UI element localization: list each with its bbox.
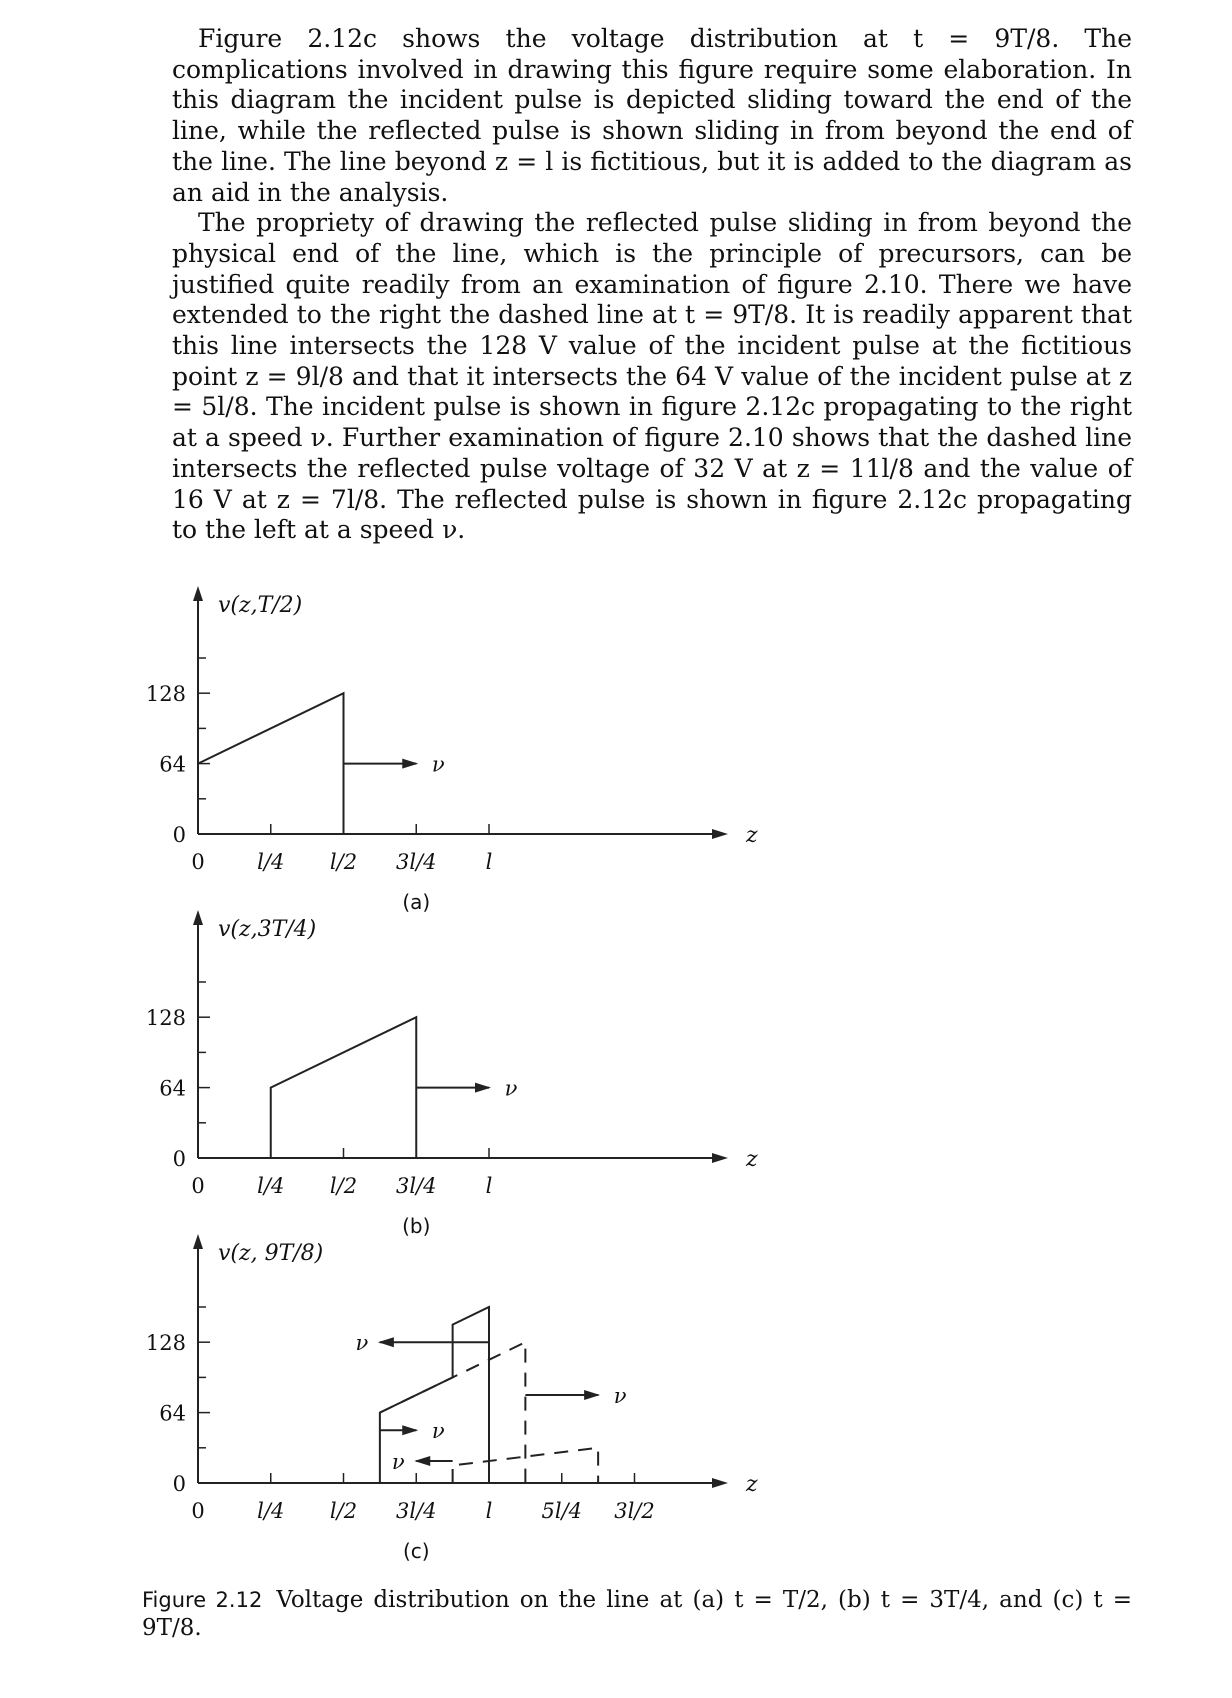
- chart-a-velocity-arrowhead: [402, 759, 418, 769]
- chart-a-sub-label: (a): [402, 890, 431, 914]
- chart-a-y-label: v(z,T/2): [218, 593, 303, 618]
- chart-c-x-tick-label: 3l/2: [614, 1499, 655, 1523]
- chart-a-y-tick-label: 128: [145, 682, 186, 707]
- chart-a-x-tick-label: l/2: [329, 850, 358, 874]
- chart-b-x-axis-arrow: [712, 1153, 728, 1163]
- chart-c-x-tick-label: l/4: [257, 1499, 285, 1523]
- chart-a-velocity-label: ν: [431, 752, 445, 777]
- chart-c-velocity-label: ν: [355, 1331, 369, 1356]
- caption-number: Figure 2.12: [142, 1588, 263, 1612]
- chart-c-y-label: v(z, 9T/8): [218, 1241, 324, 1266]
- paragraph-1: Figure 2.12c shows the voltage distribution at t = 9T/8. The complications involved in drawing this figure require some elaboration. In this diagram the incident pulse is depicted sliding toward the end of the line, while the reflected pulse is shown sliding in from beyond the end of the line. The line beyond z = l is fictitious, but it is added to the diagram as an aid in the analysis.: [172, 24, 1132, 207]
- chart-b-y-axis-arrow: [193, 910, 203, 925]
- chart-c-velocity-arrowhead: [584, 1390, 600, 1400]
- chart-c-x-axis-arrow: [712, 1478, 728, 1488]
- chart-c-x-label: z: [746, 1472, 758, 1497]
- chart-b-y-label: v(z,3T/4): [218, 917, 317, 942]
- chart-b-y-tick-label: 64: [159, 1076, 186, 1101]
- chart-c-velocity-arrowhead: [402, 1425, 418, 1435]
- chart-b-x-tick-label: l/4: [257, 1174, 285, 1198]
- chart-b-x-tick-label: l: [485, 1174, 493, 1198]
- chart-a-x-tick-label: l/4: [257, 850, 285, 874]
- chart-c-x-tick-label: 3l/4: [395, 1499, 437, 1523]
- chart-b-series-incident: [271, 1017, 417, 1158]
- figure-caption: [142, 1586, 1132, 1642]
- chart-a-y-axis-arrow: [193, 586, 203, 601]
- chart-c-x-tick-label: l: [485, 1499, 493, 1523]
- chart-a-series-incident: [198, 693, 344, 834]
- chart-b-x-label: z: [746, 1147, 758, 1172]
- chart-c-y-tick-label: 64: [159, 1401, 186, 1426]
- chart-a-x-tick-label: 3l/4: [395, 850, 437, 874]
- caption-text: Voltage distribution on the line at (a) t = T/2, (b) t = 3T/4, and (c) t = 9T/8.: [142, 1587, 1132, 1641]
- chart-a-x-axis-arrow: [712, 829, 728, 839]
- chart-a-y-tick-label: 0: [172, 823, 186, 847]
- chart-c-velocity-arrowhead: [414, 1456, 430, 1466]
- chart-c-velocity-arrowhead: [378, 1337, 394, 1347]
- chart-b-y-tick-label: 128: [145, 1006, 186, 1031]
- chart-b-velocity-label: ν: [504, 1076, 518, 1101]
- chart-c-y-axis-arrow: [193, 1234, 203, 1249]
- chart-b-y-tick-label: 0: [172, 1147, 186, 1171]
- chart-c-sub-label: (c): [402, 1539, 430, 1563]
- chart-b-x-tick-label: 3l/4: [395, 1174, 437, 1198]
- chart-a-x-tick-label: l: [485, 850, 493, 874]
- chart-b-velocity-arrowhead: [475, 1083, 491, 1093]
- chart-c-velocity-label: ν: [431, 1419, 445, 1444]
- paragraph-2: The propriety of drawing the reflected pulse sliding in from beyond the physical end of the line, which is the principle of precursors, can be justified quite readily from an examination of figure 2.10. There we have extended to the right the dashed line at t = 9T/8. It is readily apparent that this line intersects the 128 V value of the incident pulse at the fictitious point z = 9l/8 and that it intersects the 64 V value of the incident pulse at z = 5l/8. The incident pulse is shown in figure 2.12c propagating to the right at a speed ν. Further examination of figure 2.10 shows that the dashed line intersects the reflected pulse voltage of 32 V at z = 11l/8 and the value of 16 V at z = 7l/8. The reflected pulse is shown in figure 2.12c propagating to the left at a speed ν.: [172, 208, 1132, 545]
- chart-a-y-tick-label: 64: [159, 752, 186, 777]
- chart-a-x-label: z: [746, 823, 758, 848]
- chart-c-y-tick-label: 128: [145, 1331, 186, 1356]
- chart-c-y-tick-label: 0: [172, 1472, 186, 1496]
- chart-c-velocity-label: ν: [613, 1384, 627, 1408]
- chart-c-x-tick-label: l/2: [329, 1499, 358, 1523]
- chart-a-x-tick-label: 0: [191, 850, 205, 874]
- chart-c-x-tick-label: 0: [191, 1499, 205, 1523]
- chart-b-x-tick-label: 0: [191, 1174, 205, 1198]
- chart-b-sub-label: (b): [402, 1214, 431, 1238]
- chart-c-x-tick-label: 5l/4: [541, 1499, 583, 1523]
- chart-c-velocity-label: ν: [391, 1450, 405, 1474]
- chart-b-x-tick-label: l/2: [329, 1174, 358, 1198]
